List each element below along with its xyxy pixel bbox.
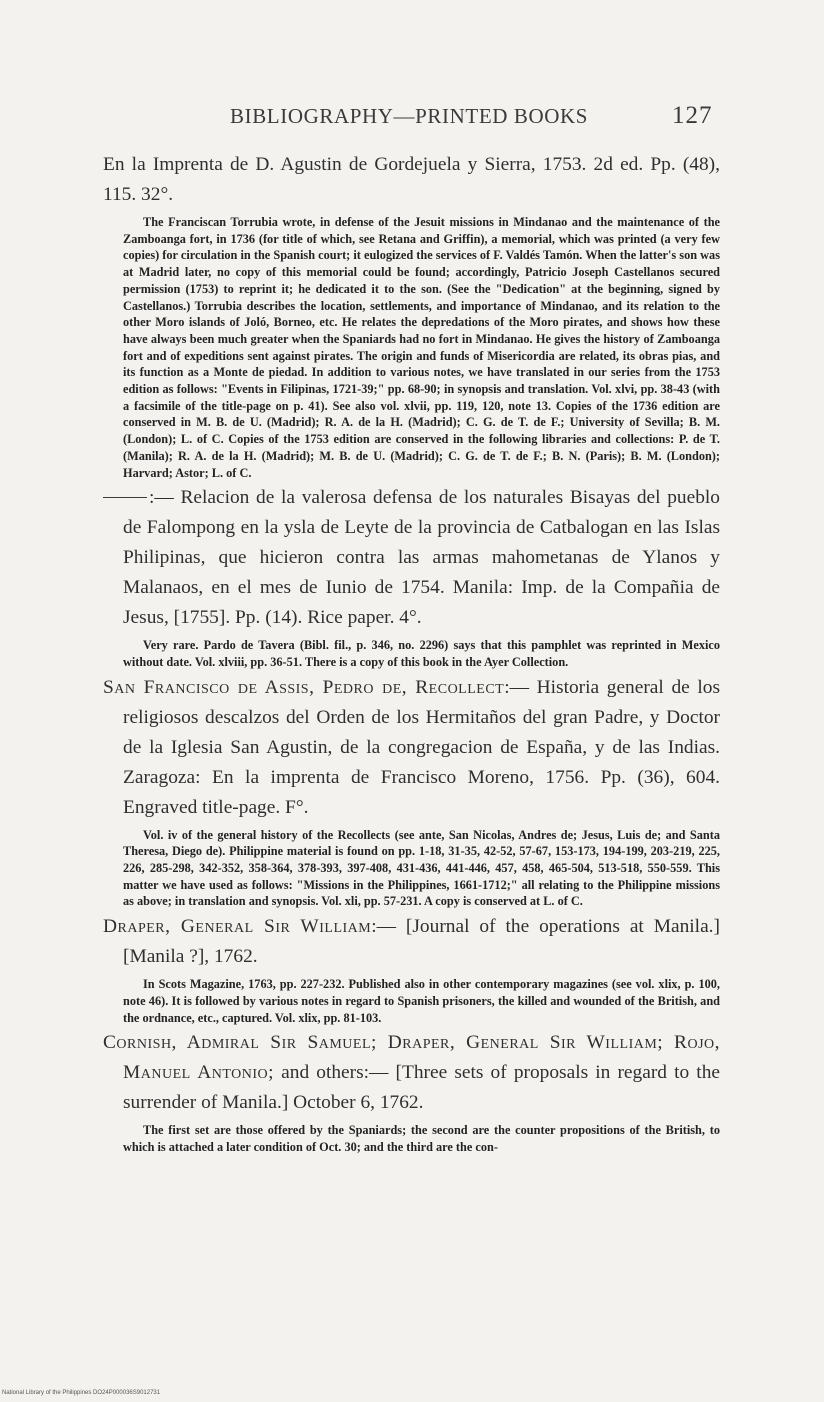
bibliography-entry [103, 150, 720, 481]
entry-citation [103, 483, 720, 633]
entry-imprint: En la Imprenta de D. Agustin de Gordejuela y Sierra, 1753. 2d ed. Pp. (48), 115. 32°. [103, 154, 720, 205]
entry-annotation: Very rare. Pardo de Tavera (Bibl. fil., p. 346, no. 2296) says that this pamphlet was reprinted in Mexico without date. Vol. xlviii, pp. 36-51. There is a copy of this book in the Ayer Collection. [123, 638, 720, 669]
bibliography-entry [103, 483, 720, 670]
entry-annotation: Vol. iv of the general history of the Recollects (see ante, San Nicolas, Andres de; Jesus, Luis de; and Santa Theresa, Diego de). Philippine material is found on pp. 1-18, 31-35, 42-52, 57-67, 153-173, 194-199, 203-219, 225, 226, 285-298, 342-352, 358-364, 378-393, 397-408, 431-436, 441-446, 457, 458, 465-504, 513-518, 550-559. This matter we have used as follows: "Missions in the Philippines, 1661-1712;" all relating to the Philippine missions as above; in translation and synopsis. Vol. xli, pp. 57-231. A copy is conserved at L. of C. [123, 827, 720, 909]
bibliography-entry [103, 1028, 720, 1155]
running-head [0, 96, 824, 136]
entry-citation [103, 912, 720, 972]
entry-title: :— Relacion de la valerosa defensa de los naturales Bisayas del pueblo de Falompong en la ysla de Leyte de la provincia de Catbalogan en las Islas Philipinas, que hicieron contra las armas mahometanas de Ylanos y Malanaos, en el mes de Iunio de 1754. Manila: Imp. de la Compañia de Jesus, [1755]. Pp. (14). Rice paper. 4°. [123, 487, 720, 629]
scan-footer: National Library of the Philippines DO24P000036S9012731 [2, 1390, 161, 1396]
entry-author: Cornish, Admiral Sir Samuel; Draper, General Sir William; Rojo, Manuel Antonio; [103, 1032, 720, 1084]
entry-title: :— [Journal of the operations at Manila.] [Manila ?], 1762. [123, 916, 720, 968]
entry-title: :— Historia general de los religiosos descalzos del Orden de los Hermitaños del gran Padre, y Doctor de la Iglesia San Agustin, de la congregacion de España, y de las Indias. Zaragoza: En la imprenta de Francisco Moreno, 1756. Pp. (36), 604. Engraved title-page. F°. [123, 676, 721, 818]
bibliography-body [103, 150, 720, 1158]
entry-title: and others:— [Three sets of proposals in regard to the surrender of Manila.] October 6, 1762. [123, 1062, 721, 1114]
entry-annotation: The Franciscan Torrubia wrote, in defense of the Jesuit missions in Mindanao and the maintenance of the Zamboanga fort, in 1736 (for title of which, see Retana and Griffin), a memorial, which was printed (a very few copies) for circulation in the Spanish court; it eulogized the services of F. Valdés Tamón. When the latter's son was at Madrid later, no copy of this memorial could be found; accordingly, Patricio Joseph Castellanos secured permission (1753) to reprint it; he dedicated it to the son. (See the "Dedication" at the beginning, signed by Castellanos.) Torrubia describes the location, settlements, and importance of Mindanao, and its relation to the other Moro islands of Joló, Borneo, etc. He relates the depredations of the Moro pirates, and shows how these have always been much greater when the Spaniards had no fort in Mindanao. He gives the history of Zamboanga fort and of expeditions sent against pirates. The origin and funds of Misericordia are related, its obras pias, and its function as a Monte de piedad. In addition to various notes, we have translated in our series from the 1753 edition as follows: "Events in Filipinas, 1721-39;" pp. 68-90; in synopsis and translation. Vol. xlvi, pp. 38-43 (with a facsimile of the title-page on p. 41). See also vol. xlvii, pp. 119, 120, note 13. Copies of the 1736 edition are conserved in M. B. de U. (Madrid); R. A. de la H. (Madrid); C. G. de T. de F.; University of Sevilla; B. M. (London); L. of C. Copies of the 1753 edition are conserved in the following libraries and collections: P. de T. (Manila); R. A. de la H. (Madrid); M. B. de U. (Madrid); C. G. de T. de F.; B. N. (Paris); B. M. (London); Harvard; Astor; L. of C. [123, 215, 720, 480]
entry-author: San Francisco de Assis, Pedro de, Recollect [103, 676, 505, 698]
running-title: BIBLIOGRAPHY—PRINTED BOOKS [230, 104, 589, 128]
bibliography-entry [103, 673, 720, 911]
entry-annotation: The first set are those offered by the Spaniards; the second are the counter propositions of the British, to which is attached a later condition of Oct. 30; and the third are the con- [123, 1123, 720, 1154]
ditto-rule [103, 497, 147, 498]
entry-citation [103, 673, 720, 823]
page-number: 127 [672, 102, 713, 129]
entry-author: Draper, General Sir William [103, 916, 372, 938]
entry-citation [103, 1028, 720, 1118]
bibliography-entry [103, 912, 720, 1026]
entry-annotation: In Scots Magazine, 1763, pp. 227-232. Published also in other contemporary magazines (see vol. xlix, p. 100, note 46). It is followed by various notes in regard to Spanish prisoners, the killed and wounded of the British, and the ordnance, etc., captured. Vol. xlix, pp. 81-103. [123, 977, 720, 1025]
